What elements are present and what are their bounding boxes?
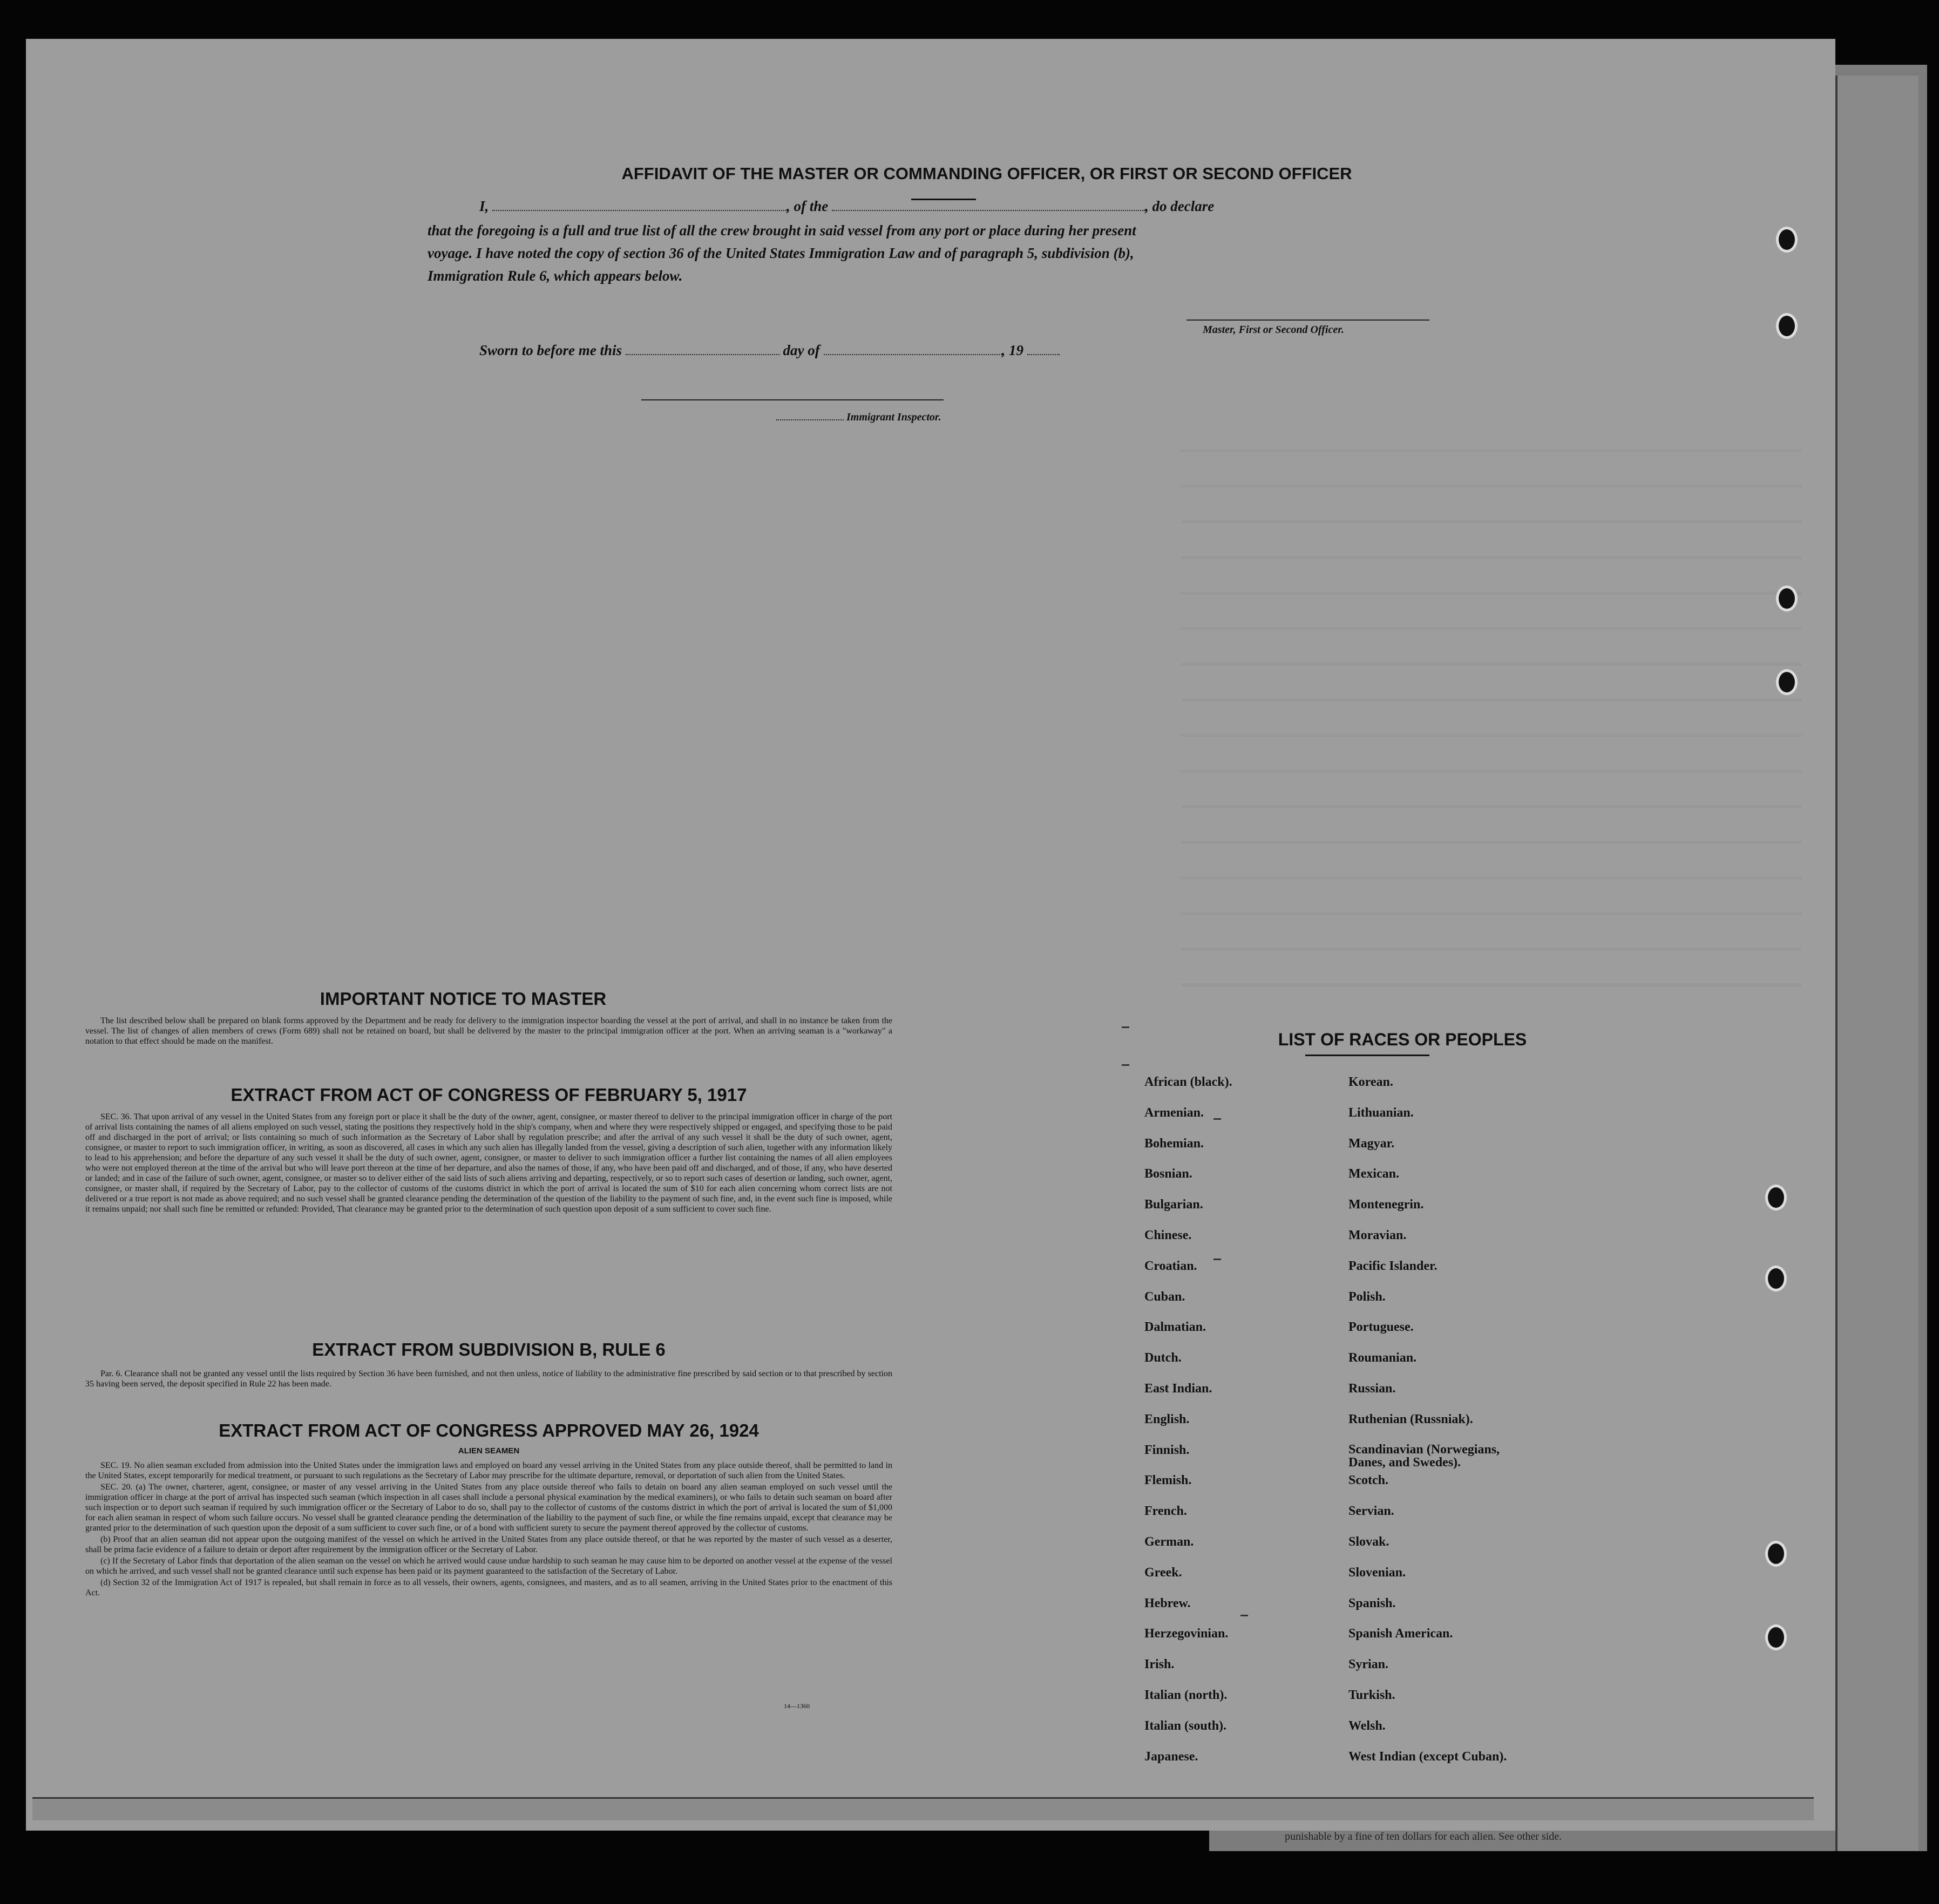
list-item: Polish.	[1348, 1289, 1386, 1304]
extract-1924-title: EXTRACT FROM ACT OF CONGRESS APPROVED MAY 26, 1924	[219, 1420, 759, 1440]
list-item: Irish.	[1144, 1657, 1175, 1672]
margin-dash	[1240, 1615, 1248, 1616]
races-title: LIST OF RACES OR PEOPLES	[1278, 1030, 1527, 1049]
declaration-line	[479, 198, 1214, 215]
list-item: Portuguese.	[1348, 1320, 1414, 1335]
master-signature-line[interactable]	[1187, 319, 1429, 321]
list-item: Magyar.	[1348, 1136, 1395, 1151]
list-item: West Indian (except Cuban).	[1348, 1749, 1507, 1764]
extract-1917-body	[85, 1112, 892, 1215]
list-item: Roumanian.	[1348, 1351, 1417, 1365]
sworn-month-field[interactable]	[824, 343, 1002, 355]
binder-hole	[1776, 669, 1798, 695]
list-item: Spanish.	[1348, 1596, 1396, 1610]
sworn-line	[479, 342, 1060, 359]
page-bottom-edge	[32, 1797, 1814, 1820]
affidavit-line-2: voyage. I have noted the copy of section 36 of the United States Immigration Law and of paragraph 5, subdivision (b),	[428, 245, 1134, 261]
affidavit-title: AFFIDAVIT OF THE MASTER OR COMMANDING OFFICER, OR FIRST OR SECOND OFFICER	[621, 164, 1352, 183]
list-item: Bulgarian.	[1144, 1198, 1203, 1212]
affidavit-line-3: Immigration Rule 6, which appears below.	[428, 268, 683, 284]
section-19-paragraph: SEC. 19. No alien seaman excluded from admission into the United States under the immigration laws and employed on board any vessel arriving in the United States from any place outside thereof, shall be permitted to land in the United States, except temporarily for medical treatment, or pursuant to such regulations as the Secretary of Labor may prescribe for the ultimate departure, removal, or deportation of such alien from the United States.	[85, 1461, 892, 1480]
notice-paragraph: The list described below shall be prepared on blank forms approved by the Department and be ready for delivery to the immigration inspector boarding the vessel at the port of arrival, and shall in no instance be taken from the vessel. The list of changes of alien members of crews (Form 689) shall not be retained on board, but shall be delivered by the master to the principal immigration officer at the port. When an arriving seaman is a "workaway" a notation to that effect should be made on the manifest.	[85, 1016, 892, 1046]
list-item: German.	[1144, 1534, 1194, 1549]
list-item: Servian.	[1348, 1504, 1394, 1519]
binder-hole	[1776, 586, 1798, 611]
year-label: , 19	[1001, 342, 1024, 358]
section-20d-paragraph: (d) Section 32 of the Immigration Act of 1917 is repealed, but shall remain in force as to all vessels, their owners, agents, consignees, and masters, and as to all seamen, arriving in the United States prior to the enactment of this Act.	[85, 1578, 892, 1597]
list-item: Ruthenian (Russniak).	[1348, 1412, 1473, 1426]
list-item: Hebrew.	[1144, 1596, 1191, 1610]
list-item: Bosnian.	[1144, 1167, 1192, 1181]
form-page	[26, 39, 1835, 1831]
extract-1917-title: EXTRACT FROM ACT OF CONGRESS OF FEBRUARY 5, 1917	[230, 1085, 747, 1105]
list-item: Russian.	[1348, 1381, 1396, 1396]
do-declare-label: , do declare	[1145, 198, 1215, 214]
list-item: Welsh.	[1348, 1718, 1386, 1733]
list-item: Slovak.	[1348, 1534, 1389, 1549]
bleed-through-marks	[1181, 417, 1802, 1010]
list-item: Dalmatian.	[1144, 1320, 1206, 1335]
margin-dash	[1213, 1118, 1221, 1120]
list-item: Turkish.	[1348, 1688, 1395, 1702]
list-item: Croatian.	[1144, 1259, 1197, 1273]
races-title-underline	[1305, 1055, 1429, 1056]
section-36-paragraph: SEC. 36. That upon arrival of any vessel in the United States from any foreign port or place it shall be the duty of the owner, agent, consignee, or master thereof to deliver to the principal immigration officer in charge of the port of arrival lists containing the names of all aliens employed on such vessel, stating the positions they respectively hold in the ship's company, when and where they were respectively shipped or engaged, and specifying those to be paid off and discharged in the port of arrival; or lists containing so much of such information as the Secretary of Labor shall by regulation prescribe; and after the arrival of any such vessel it shall be the duty of such owner, agent, consignee, or master to report to such immigration officer, in writing, as soon as discovered, all cases in which any such alien has illegally landed from the vessel, giving a description of such alien, together with any information likely to lead to his apprehension; and before the departure of any such vessel it shall be the duty of such owner, agent, consignee, or master to deliver to such immigration officer a further list containing the names of all alien employees who were not employed thereon at the time of the arrival but who will leave port thereon at the time of her departure, and also the names of those, if any, who have been paid off and discharged, and of those, if any, who have deserted or landed; and in case of the failure of such owner, agent, consignee, or master so to deliver either of the said lists of such aliens arriving and departing, respectively, or so to report such cases of desertion or landing, such owner, agent, consignee, or master shall, if required by the Secretary of Labor, pay to the collector of customs of the customs district in which the port of arrival is located the sum of $10 for each alien concerning whom correct lists are not delivered or a true report is not made as above required; and no such vessel shall be granted clearance pending the determination of the question of the liability to the payment of such fine, and, in the event such fine is imposed, while it remains unpaid; nor shall such fine be remitted or refunded: Provided, That clearance may be granted prior to the determination of such question upon deposit of a sum sufficient to cover such fine.	[85, 1112, 892, 1214]
margin-dash	[1122, 1026, 1129, 1028]
of-the-label: , of the	[787, 198, 829, 214]
list-item: East Indian.	[1144, 1381, 1212, 1396]
list-item: Lithuanian.	[1348, 1105, 1414, 1120]
alien-seamen-subtitle: ALIEN SEAMEN	[458, 1446, 520, 1456]
list-item: Finnish.	[1144, 1443, 1190, 1457]
list-item: Mexican.	[1348, 1167, 1399, 1181]
list-item: French.	[1144, 1504, 1187, 1519]
list-item: Greek.	[1144, 1565, 1182, 1580]
list-item: English.	[1144, 1412, 1190, 1426]
i-label: I,	[479, 198, 489, 214]
inspector-signature-label: Immigrant Inspector.	[776, 411, 941, 424]
binder-hole	[1776, 313, 1798, 339]
list-item: Herzegovinian.	[1144, 1627, 1229, 1641]
list-item: Chinese.	[1144, 1228, 1192, 1242]
list-item: Scotch.	[1348, 1473, 1388, 1488]
list-item: African (black).	[1144, 1075, 1232, 1089]
list-item: Spanish American.	[1348, 1627, 1453, 1641]
list-item: Japanese.	[1144, 1749, 1198, 1764]
extract-1924-body	[85, 1460, 892, 1599]
list-item: Italian (south).	[1144, 1718, 1227, 1733]
binder-hole	[1765, 1266, 1787, 1291]
underlying-sheet-edge	[1835, 76, 1918, 1851]
list-item: Pacific Islander.	[1348, 1259, 1438, 1273]
affidavit-line-1: that the foregoing is a full and true list of all the crew brought in said vessel from any port or place during her present	[428, 222, 1136, 239]
sworn-year-field[interactable]	[1027, 343, 1060, 355]
list-item: Italian (north).	[1144, 1688, 1228, 1702]
inspector-dotted-lead	[776, 412, 844, 420]
bottom-note: punishable by a fine of ten dollars for each alien. See other side.	[1285, 1831, 1562, 1842]
list-item: Slovenian.	[1348, 1565, 1406, 1580]
inspector-signature-line[interactable]	[641, 399, 944, 400]
notice-body	[85, 1016, 892, 1048]
section-20c-paragraph: (c) If the Secretary of Labor finds that deportation of the alien seaman on the vessel on which he arrived would cause undue hardship to such seaman he may cause him to be deported on another vessel at the expense of the vessel on which he arrived, and such vessel shall not be granted clearance until such expense has been paid or its payment guaranteed to the satisfaction of the Secretary of Labor.	[85, 1556, 892, 1576]
binder-hole	[1765, 1185, 1787, 1211]
races-left-column	[1144, 1075, 1232, 1780]
vessel-field[interactable]	[832, 199, 1145, 211]
list-item: Montenegrin.	[1348, 1198, 1424, 1212]
sworn-day-field[interactable]	[626, 343, 779, 355]
rule-6-paragraph: Par. 6. Clearance shall not be granted any vessel until the lists required by Section 36 have been furnished, and not then unless, notice of liability to the administrative fine prescribed by said section or to that prescribed by section 35 having been served, the deposit specified in Rule 22 has been made.	[85, 1369, 892, 1389]
sworn-label: Sworn to before me this	[479, 342, 622, 358]
list-item: Dutch.	[1144, 1351, 1182, 1365]
list-item: Syrian.	[1348, 1657, 1389, 1672]
name-field[interactable]	[492, 199, 787, 211]
binder-hole	[1765, 1541, 1787, 1567]
list-item: Korean.	[1348, 1075, 1393, 1089]
binder-hole	[1765, 1624, 1787, 1650]
master-signature-label: Master, First or Second Officer.	[1203, 324, 1344, 336]
notice-title: IMPORTANT NOTICE TO MASTER	[320, 989, 607, 1009]
rule-6-title: EXTRACT FROM SUBDIVISION B, RULE 6	[312, 1339, 666, 1359]
margin-dash	[1122, 1064, 1129, 1066]
list-item: Flemish.	[1144, 1473, 1192, 1488]
list-item: Armenian.	[1144, 1105, 1204, 1120]
binder-hole	[1776, 227, 1798, 253]
day-of-label: day of	[783, 342, 820, 358]
rule-6-body	[85, 1369, 892, 1390]
section-20b-paragraph: (b) Proof that an alien seaman did not appear upon the outgoing manifest of the vessel on which he arrived in the United States from any place outside thereof, or that he was reported by the master of such vessel as a deserter, shall be prima facie evidence of a failure to detain or deport after requirement by the immigration officer or the Secretary of Labor.	[85, 1535, 892, 1554]
margin-dash	[1213, 1259, 1221, 1260]
list-item: Scandinavian (Norwegians, Danes, and Swedes).	[1348, 1442, 1500, 1470]
section-20a-paragraph: SEC. 20. (a) The owner, charterer, agent, consignee, or master of any vessel arriving in the United States from any place outside thereof who fails to detain on board any alien seaman employed on such vessel until the immigration officer in charge at the port of arrival has inspected such seaman (which inspection in all cases shall include a personal physical examination by the medical examiners), or who fails to detain such seaman on board after such inspection or to deport such seaman if required by such immigration officer or the Secretary of Labor to do so, shall pay to the collector of customs of the customs district in which the port of arrival is located the sum of $1,000 for each alien seaman in respect of whom such failure occurs. No vessel shall be granted clearance pending the determination of the liability to the payment of such fine, or while the fine remains unpaid, except that clearance may be granted prior to the determination of such question upon the deposit of a sum sufficient to cover such fine, or of a bond with sufficient surety to secure the payment thereof approved by the collector of customs.	[85, 1483, 892, 1533]
list-item: Moravian.	[1348, 1228, 1407, 1242]
list-item: Cuban.	[1144, 1289, 1185, 1304]
races-right-column	[1348, 1075, 1532, 1780]
form-number: 14—1360	[784, 1702, 810, 1710]
list-item: Bohemian.	[1144, 1136, 1204, 1151]
